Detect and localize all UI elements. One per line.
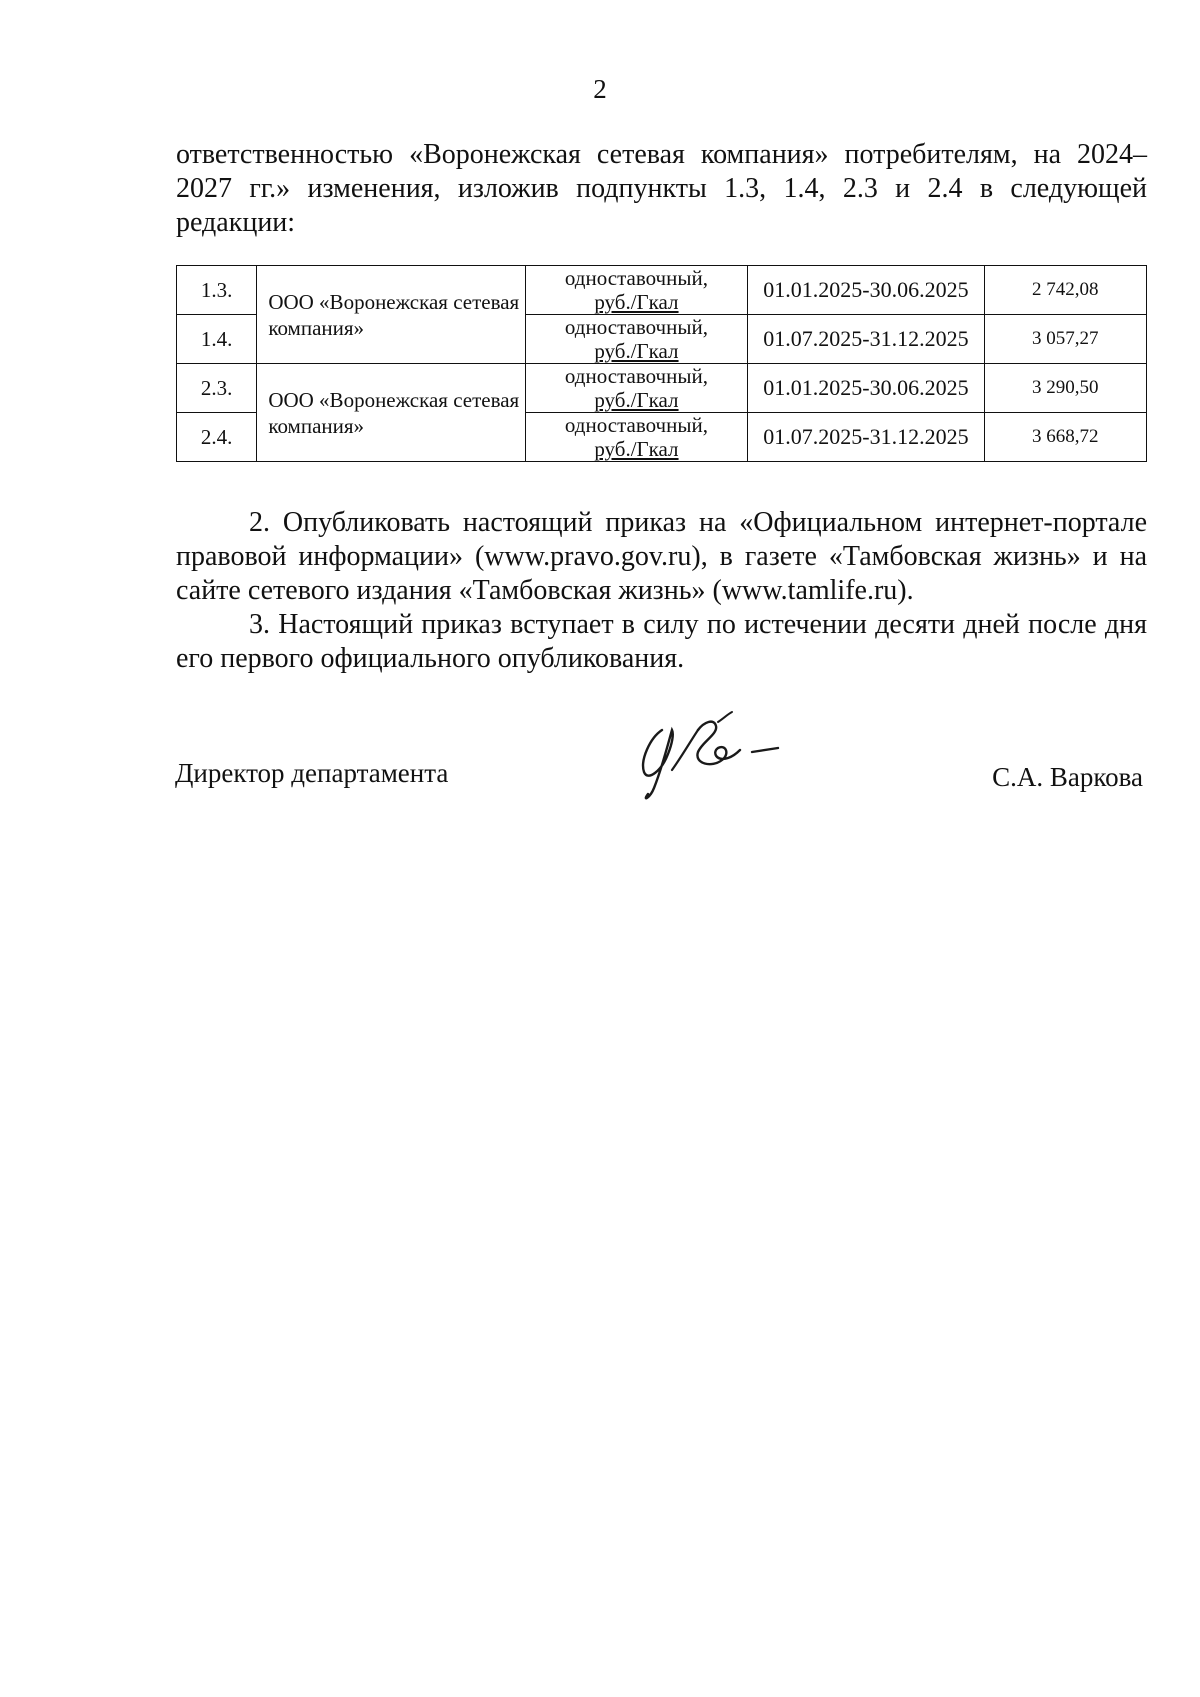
period-cell: 01.07.2025-31.12.2025 <box>748 413 984 462</box>
row-number: 1.3. <box>177 266 257 315</box>
tariff-type: одноставочный, <box>564 266 708 290</box>
organization-cell: ООО «Воронежская сетевая компания» <box>257 364 525 462</box>
period-cell: 01.01.2025-30.06.2025 <box>748 364 984 413</box>
tariff-type-cell <box>525 266 748 315</box>
value-cell: 3 668,72 <box>984 413 1146 462</box>
value-cell: 3 057,27 <box>984 315 1146 364</box>
signatory-position: Директор департамента <box>175 758 449 788</box>
tariff-unit: руб./Гкал <box>594 290 679 314</box>
row-number: 2.4. <box>177 413 257 462</box>
row-number: 2.3. <box>177 364 257 413</box>
signatory-name: С.А. Варкова <box>992 762 1143 792</box>
value-cell: 3 290,50 <box>984 364 1146 413</box>
period-cell: 01.07.2025-31.12.2025 <box>748 315 984 364</box>
tariff-unit: руб./Гкал <box>594 388 679 412</box>
tariff-type-cell <box>525 364 748 413</box>
table-row <box>177 364 1147 413</box>
handwritten-signature <box>628 708 798 808</box>
tariff-type-cell <box>525 413 748 462</box>
tariff-unit: руб./Гкал <box>594 437 679 461</box>
tariff-type-cell <box>525 315 748 364</box>
effective-date-paragraph: 3. Настоящий приказ вступает в силу по истечении десяти дней после дня его первого официального опубликования. <box>176 609 1147 674</box>
row-number: 1.4. <box>177 315 257 364</box>
organization-cell: ООО «Воронежская сетевая компания» <box>257 266 525 364</box>
tariff-type: одноставочный, <box>564 413 708 437</box>
page-number: 2 <box>593 74 607 104</box>
tariff-unit: руб./Гкал <box>594 339 679 363</box>
table-row <box>177 266 1147 315</box>
tariff-table <box>176 265 1147 462</box>
publication-paragraph: 2. Опубликовать настоящий приказ на «Официальном интернет-портале правовой информации» (www.pravo.gov.ru), в газете «Тамбовская жизнь» и на сайте сетевого издания «Тамбовская жизнь» (www.tamlife.ru). <box>176 507 1147 606</box>
tariff-type: одноставочный, <box>564 364 708 388</box>
value-cell: 2 742,08 <box>984 266 1146 315</box>
period-cell: 01.01.2025-30.06.2025 <box>748 266 984 315</box>
tariff-type: одноставочный, <box>564 315 708 339</box>
intro-paragraph: ответственностью «Воронежская сетевая компания» потребителям, на 2024–2027 гг.» изменения, изложив подпункты 1.3, 1.4, 2.3 и 2.4 в следующей редакции: <box>176 139 1147 238</box>
